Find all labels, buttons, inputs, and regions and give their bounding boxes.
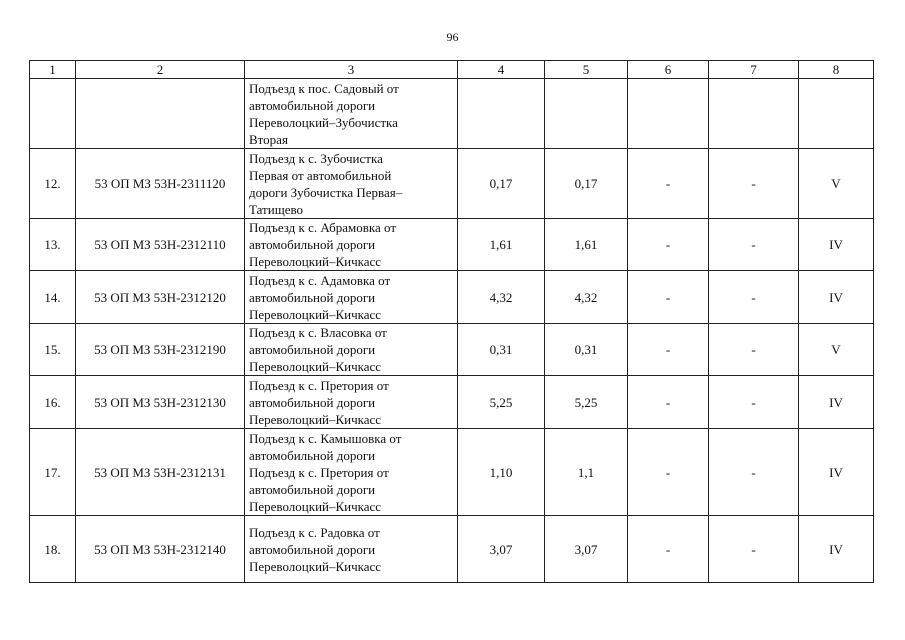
road-id	[76, 79, 245, 149]
road-id: 53 ОП МЗ 53Н-2311120	[76, 149, 245, 219]
road-name	[245, 219, 458, 271]
length-hard-surface: 4,32	[545, 271, 628, 324]
column-7-value: -	[709, 376, 799, 429]
row-number: 16.	[30, 376, 76, 429]
row-number: 18.	[30, 516, 76, 583]
road-id: 53 ОП МЗ 53Н-2312110	[76, 219, 245, 271]
road-id: 53 ОП МЗ 53Н-2312190	[76, 324, 245, 376]
road-category: IV	[799, 376, 874, 429]
length-hard-surface: 0,31	[545, 324, 628, 376]
column-header: 2	[76, 61, 245, 79]
road-name-line: автомобильной дороги	[249, 289, 376, 305]
column-7-value: -	[709, 219, 799, 271]
column-6-value: -	[628, 219, 709, 271]
table-row	[30, 271, 874, 324]
column-header: 4	[458, 61, 545, 79]
road-category: IV	[799, 219, 874, 271]
road-name-line: Подъезд к с. Адамовка от	[249, 272, 391, 288]
table-row	[30, 219, 874, 271]
column-header: 3	[245, 61, 458, 79]
row-number: 15.	[30, 324, 76, 376]
row-number: 17.	[30, 429, 76, 516]
column-6-value: -	[628, 324, 709, 376]
table-row	[30, 149, 874, 219]
road-name-line: Переволоцкий–Кичкасс	[249, 558, 382, 574]
road-id: 53 ОП МЗ 53Н-2312140	[76, 516, 245, 583]
table-row	[30, 376, 874, 429]
column-header: 8	[799, 61, 874, 79]
road-name-line: автомобильной дороги	[249, 97, 376, 113]
row-number: 12.	[30, 149, 76, 219]
road-name	[245, 149, 458, 219]
column-header: 5	[545, 61, 628, 79]
road-category	[799, 79, 874, 149]
table-row	[30, 429, 874, 516]
road-id: 53 ОП МЗ 53Н-2312130	[76, 376, 245, 429]
road-id: 53 ОП МЗ 53Н-2312120	[76, 271, 245, 324]
column-7-value: -	[709, 271, 799, 324]
length-hard-surface: 1,61	[545, 219, 628, 271]
road-name-line: Первая от автомобильной	[249, 167, 392, 183]
length-hard-surface: 1,1	[545, 429, 628, 516]
road-id: 53 ОП МЗ 53Н-2312131	[76, 429, 245, 516]
road-name-line: Подъезд к с. Претория от	[249, 464, 389, 480]
length-total: 5,25	[458, 376, 545, 429]
road-name-line: Подъезд к с. Претория от	[249, 377, 389, 393]
column-header: 6	[628, 61, 709, 79]
row-number: 14.	[30, 271, 76, 324]
road-name-line: автомобильной дороги	[249, 394, 376, 410]
length-total	[458, 79, 545, 149]
road-name	[245, 79, 458, 149]
road-name	[245, 271, 458, 324]
column-header: 1	[30, 61, 76, 79]
road-name-line: автомобильной дороги	[249, 342, 376, 357]
road-name	[245, 324, 458, 376]
length-hard-surface: 0,17	[545, 149, 628, 219]
table-row	[30, 516, 874, 583]
roads-table	[29, 60, 874, 583]
road-name-line: Татищево	[249, 201, 304, 217]
column-7-value	[709, 79, 799, 149]
header-row	[30, 61, 874, 79]
column-6-value: -	[628, 271, 709, 324]
column-7-value: -	[709, 516, 799, 583]
road-name-line: Переволоцкий–Кичкасс	[249, 254, 382, 269]
road-name-line: дороги Зубочистка Первая–	[249, 184, 403, 200]
road-category: IV	[799, 271, 874, 324]
table-body	[30, 79, 874, 583]
column-7-value: -	[709, 429, 799, 516]
row-number: 13.	[30, 219, 76, 271]
road-name-line: Подъезд к с. Радовка от	[249, 524, 380, 540]
road-category: V	[799, 324, 874, 376]
road-name-line: автомобильной дороги	[249, 541, 376, 557]
length-total: 1,10	[458, 429, 545, 516]
column-6-value: -	[628, 516, 709, 583]
length-total: 4,32	[458, 271, 545, 324]
road-name-line: Подъезд к с. Камышовка от	[249, 430, 402, 446]
road-name-line: Переволоцкий–Кичкасс	[249, 498, 382, 514]
column-header: 7	[709, 61, 799, 79]
road-category: V	[799, 149, 874, 219]
table-row	[30, 79, 874, 149]
road-category: IV	[799, 429, 874, 516]
road-name-line: автомобильной дороги	[249, 237, 376, 252]
column-6-value	[628, 79, 709, 149]
length-hard-surface	[545, 79, 628, 149]
road-name	[245, 429, 458, 516]
road-name-line: Переволоцкий–Зубочистка	[249, 114, 398, 130]
road-name-line: Подъезд к с. Зубочистка	[249, 150, 383, 166]
road-name-line: Подъезд к пос. Садовый от	[249, 80, 399, 96]
column-7-value: -	[709, 149, 799, 219]
road-name-line: Вторая	[249, 131, 288, 147]
road-name	[245, 516, 458, 583]
road-name	[245, 376, 458, 429]
road-name-line: автомобильной дороги	[249, 447, 376, 463]
road-name-line: Переволоцкий–Кичкасс	[249, 411, 382, 427]
column-6-value: -	[628, 376, 709, 429]
column-6-value: -	[628, 429, 709, 516]
road-name-line: Подъезд к с. Власовка от	[249, 325, 387, 340]
road-name-line: Переволоцкий–Кичкасс	[249, 306, 382, 322]
length-total: 1,61	[458, 219, 545, 271]
road-name-line: автомобильной дороги	[249, 481, 376, 497]
length-hard-surface: 3,07	[545, 516, 628, 583]
length-total: 0,31	[458, 324, 545, 376]
length-hard-surface: 5,25	[545, 376, 628, 429]
length-total: 0,17	[458, 149, 545, 219]
row-number	[30, 79, 76, 149]
length-total: 3,07	[458, 516, 545, 583]
road-category: IV	[799, 516, 874, 583]
road-name-line: Подъезд к с. Абрамовка от	[249, 220, 397, 235]
column-7-value: -	[709, 324, 799, 376]
page-number: 96	[446, 30, 459, 44]
road-name-line: Переволоцкий–Кичкасс	[249, 359, 382, 374]
column-6-value: -	[628, 149, 709, 219]
table-row	[30, 324, 874, 376]
